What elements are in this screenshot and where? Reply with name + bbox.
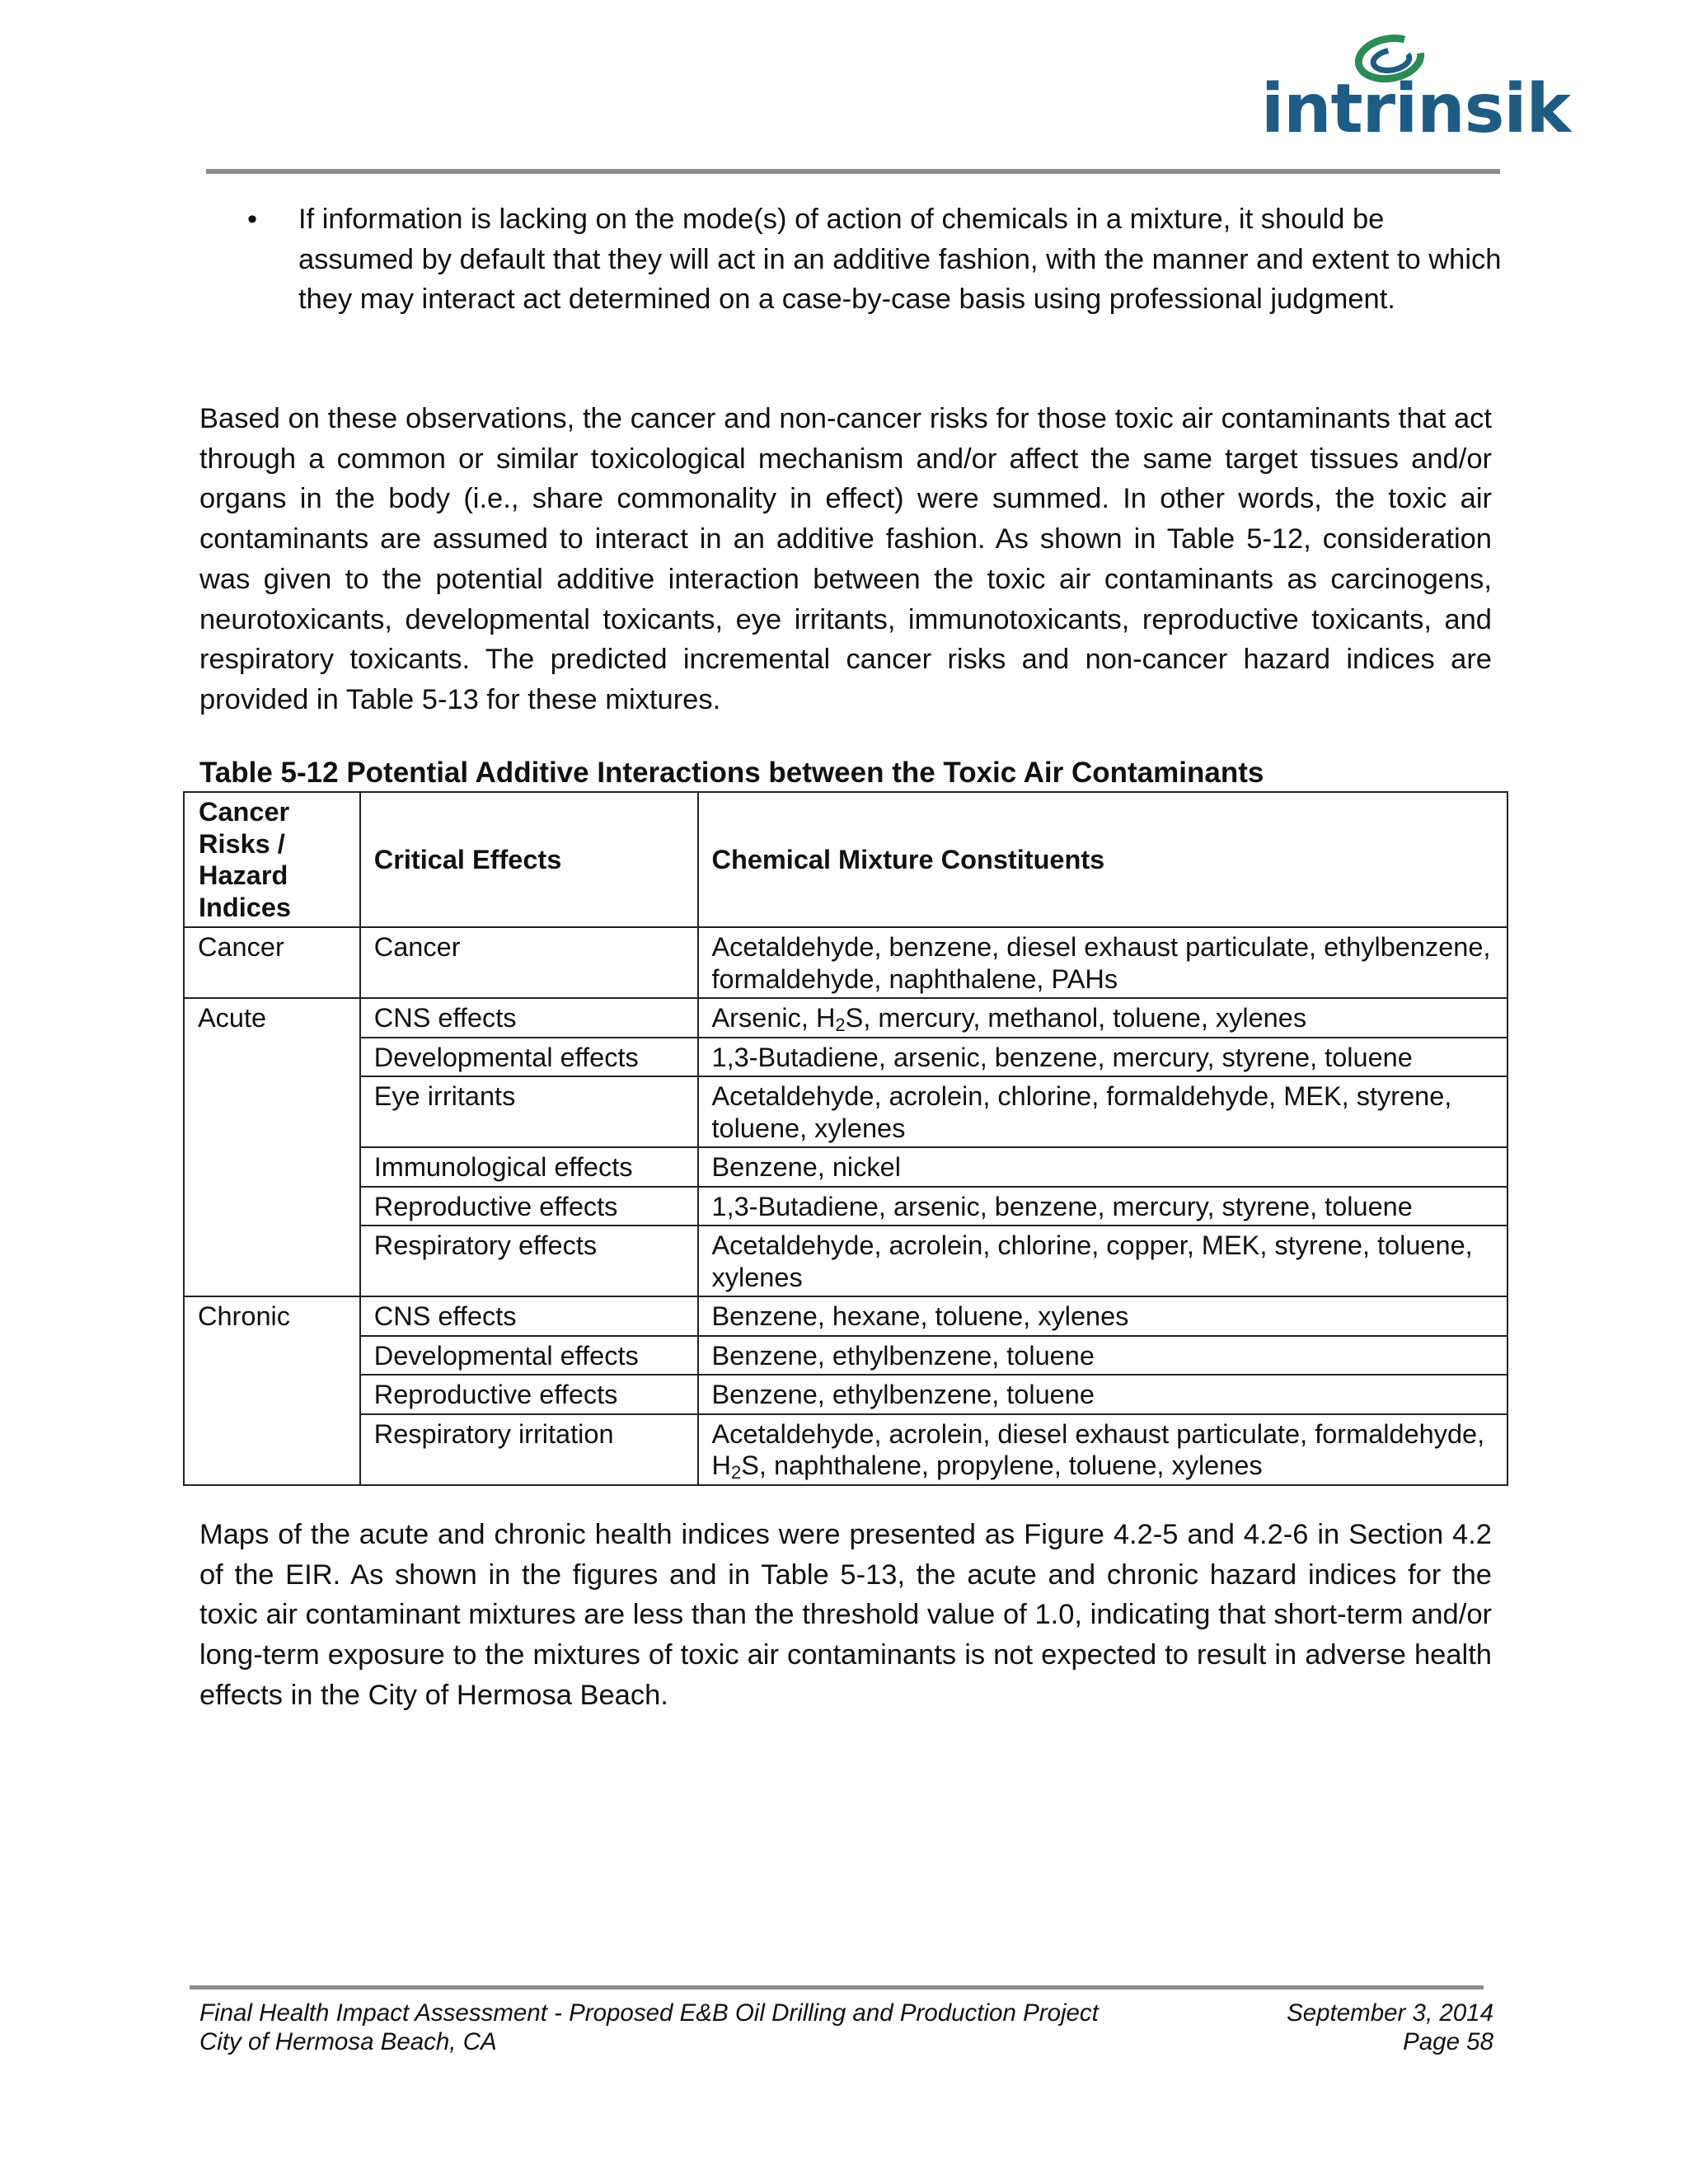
table-row	[184, 1336, 1507, 1376]
body-paragraph-1: Based on these observations, the cancer and non-cancer risks for those toxic air contaminants that act through a common or similar toxicological mechanism and/or affect the same target tissues and/or organs in the body (i.e., share commonality in effect) were summed. In other words, the toxic air contaminants are assumed to interact in an additive fashion. As shown in Table 5-12, consideration was given to the potential additive interaction between the toxic air contaminants as carcinogens, neurotoxicants, developmental toxicants, eye irritants, immunotoxicants, reproductive toxicants, and respiratory toxicants. The predicted incremental cancer risks and non-cancer hazard indices are provided in Table 5-13 for these mixtures.	[199, 403, 1492, 715]
company-logo	[1261, 33, 1571, 148]
critical-effect-cell: Developmental effects	[360, 1336, 698, 1376]
logo-wordmark: intrinsik	[1261, 70, 1571, 148]
footer-location: City of Hermosa Beach, CA	[199, 2028, 497, 2055]
table-row	[184, 927, 1507, 998]
critical-effect-cell: Reproductive effects	[360, 1375, 698, 1414]
critical-effect-cell: Eye irritants	[360, 1076, 698, 1147]
mixture-constituents-cell: 1,3-Butadiene, arsenic, benzene, mercury, styrene, toluene	[698, 1038, 1508, 1077]
header-cell-constituents: Chemical Mixture Constituents	[698, 792, 1508, 927]
mixture-constituents-cell: Acetaldehyde, benzene, diesel exhaust particulate, ethylbenzene, formaldehyde, naphthalene, PAHs	[698, 927, 1508, 998]
mixture-constituents-cell: Acetaldehyde, acrolein, diesel exhaust particulate, formaldehyde, $H_2S$, naphthalene, propylene, toluene, xylenes	[698, 1414, 1508, 1485]
critical-effect-cell: Reproductive effects	[360, 1187, 698, 1226]
table-row	[184, 1296, 1507, 1336]
mixture-constituents-cell: 1,3-Butadiene, arsenic, benzene, mercury, styrene, toluene	[698, 1187, 1508, 1226]
critical-effect-cell: Respiratory effects	[360, 1226, 698, 1296]
critical-effect-cell: CNS effects	[360, 998, 698, 1038]
table-row	[184, 1187, 1507, 1226]
risk-category-cell: Acute	[184, 998, 360, 1296]
mixture-constituents-cell: Benzene, nickel	[698, 1147, 1508, 1187]
footer-right	[1287, 1999, 1493, 2056]
footer-document-title: Final Health Impact Assessment - Proposed E&B Oil Drilling and Production Project	[199, 1999, 1099, 2027]
mixture-constituents-cell: Arsenic, $H_2S$, mercury, methanol, toluene, xylenes	[698, 998, 1508, 1038]
footer-page-number: Page 58	[1403, 2028, 1493, 2055]
table-body	[184, 927, 1507, 1485]
risk-category-cell: Cancer	[184, 927, 360, 998]
table-row	[184, 1414, 1507, 1485]
critical-effect-cell: Respiratory irritation	[360, 1414, 698, 1485]
table-row	[184, 1076, 1507, 1147]
table-row	[184, 1375, 1507, 1414]
critical-effect-cell: Immunological effects	[360, 1147, 698, 1187]
header-rule	[206, 169, 1500, 174]
bullet-item	[247, 199, 1500, 320]
table-row	[184, 1038, 1507, 1077]
header-cell-risk: Cancer Risks / Hazard Indices	[184, 792, 360, 927]
mixture-constituents-cell: Benzene, ethylbenzene, toluene	[698, 1375, 1508, 1414]
table-row	[184, 1147, 1507, 1187]
footer-rule	[190, 1985, 1484, 1990]
critical-effect-cell: CNS effects	[360, 1296, 698, 1336]
header-cell-effects: Critical Effects	[360, 792, 698, 927]
critical-effect-cell: Cancer	[360, 927, 698, 998]
table-header-row	[184, 792, 1507, 927]
footer-date: September 3, 2014	[1287, 1999, 1493, 2027]
additive-interactions-table	[183, 791, 1508, 1486]
critical-effect-cell: Developmental effects	[360, 1038, 698, 1077]
table-row	[184, 1226, 1507, 1296]
mixture-constituents-cell: Benzene, ethylbenzene, toluene	[698, 1336, 1508, 1376]
table-caption: Table 5-12 Potential Additive Interactions between the Toxic Air Contaminants	[199, 757, 1264, 789]
bullet-dot-icon: •	[247, 204, 258, 235]
bullet-text: If information is lacking on the mode(s) of action of chemicals in a mixture, it should be assumed by default that they will act in an additive fashion, with the manner and extent to which they may interact act determined on a case-by-case basis using professional judgment.	[298, 204, 1502, 316]
body-paragraph-2: Maps of the acute and chronic health indices were presented as Figure 4.2-5 and 4.2-6 in Section 4.2 of the EIR. As shown in the figures and in Table 5-13, the acute and chronic hazard indices for the toxic air contaminant mixtures are less than the threshold value of 1.0, indicating that short-term and/or long-term exposure to the mixtures of toxic air contaminants is not expected to result in adverse health effects in the City of Hermosa Beach.	[199, 1519, 1492, 1711]
mixture-constituents-cell: Benzene, hexane, toluene, xylenes	[698, 1296, 1508, 1336]
mixture-constituents-cell: Acetaldehyde, acrolein, chlorine, copper, MEK, styrene, toluene, xylenes	[698, 1226, 1508, 1296]
table-row	[184, 998, 1507, 1038]
risk-category-cell: Chronic	[184, 1296, 360, 1485]
footer-left	[199, 1999, 1099, 2056]
mixture-constituents-cell: Acetaldehyde, acrolein, chlorine, formaldehyde, MEK, styrene, toluene, xylenes	[698, 1076, 1508, 1147]
